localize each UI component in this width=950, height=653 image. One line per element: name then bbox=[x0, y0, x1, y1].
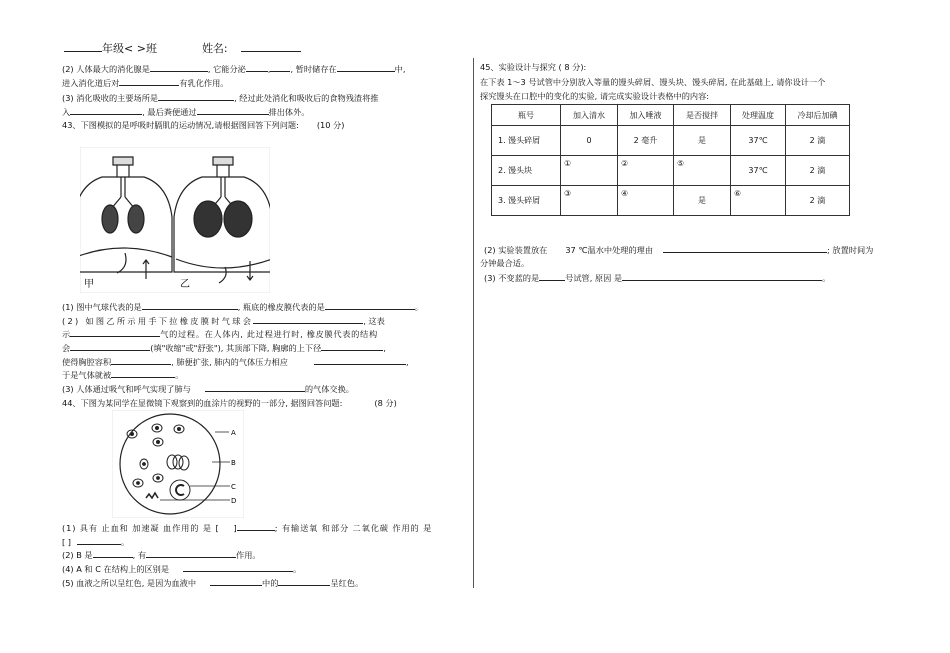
blank[interactable] bbox=[93, 549, 133, 558]
table-cell: 2 滴 bbox=[786, 126, 850, 156]
q44-1-line2: [ ] 。 bbox=[62, 537, 130, 547]
q43-2-line2: 示 气的过程。在人体内, 此过程进行时, 橡皮膜代表的结构 bbox=[62, 329, 378, 339]
q3-line2: 入 , 最后粪便通过 排出体外。 bbox=[62, 107, 310, 117]
q44-1-line1: (1) 具有 止血和 加速凝 血作用的 是 [ ] ; 有输送氧 和部分 二氧化碳 作用的 是 bbox=[62, 523, 433, 533]
table-cell: 是 bbox=[674, 186, 731, 216]
header-cell: 加入唾液 bbox=[618, 105, 674, 126]
table-cell: 是 bbox=[674, 126, 731, 156]
blank-number: ⑥ bbox=[734, 189, 742, 198]
header-line bbox=[64, 40, 301, 56]
grade-label: 年级 bbox=[102, 42, 124, 55]
table-cell-blank[interactable] bbox=[618, 186, 674, 216]
blank-number: ⑤ bbox=[677, 159, 685, 168]
q45-3: (3) 不变蓝的是 号试管, 原因 是 。 bbox=[484, 273, 831, 283]
blank-number: ④ bbox=[621, 189, 629, 198]
q44-5: (5) 血液之所以呈红色, 是因为血液中 中的 呈红色。 bbox=[62, 578, 364, 588]
blank[interactable] bbox=[237, 522, 275, 531]
blank[interactable] bbox=[246, 63, 268, 72]
q43-2-line1: (2) 如图乙所示用手下拉橡皮膜时气球会 , 这表 bbox=[62, 316, 385, 326]
table-row bbox=[492, 156, 850, 186]
label-c: C bbox=[231, 483, 236, 491]
label-b: B bbox=[231, 459, 236, 467]
blank[interactable] bbox=[146, 549, 236, 558]
diaphragm-model-figure bbox=[80, 147, 270, 293]
table-cell: 37℃ bbox=[731, 126, 786, 156]
fig-label-jia: 甲 bbox=[84, 279, 94, 290]
table-cell-blank[interactable] bbox=[731, 186, 786, 216]
q45-2-line2: 分钟最合适。 bbox=[480, 258, 530, 268]
blank[interactable] bbox=[210, 577, 262, 586]
q44-title: 44、下图为某同学在显微镜下观察到的血涂片的视野的一部分, 据图回答问题: (8 分) bbox=[62, 398, 397, 408]
blank[interactable] bbox=[663, 244, 827, 253]
q43-3: (3) 人体通过吸气和呼气实现了肺与 的气体交换。 bbox=[62, 384, 354, 394]
name-blank[interactable] bbox=[241, 43, 301, 52]
class-label: 班 bbox=[145, 42, 157, 55]
table-row bbox=[492, 126, 850, 156]
blank[interactable] bbox=[314, 356, 406, 365]
q2-line1: (2) 人体最大的消化腺是 , 它能分泌 , , 暂时储存在 中, bbox=[62, 64, 406, 74]
table-cell-blank[interactable] bbox=[561, 156, 618, 186]
table-cell: 2 毫升 bbox=[618, 126, 674, 156]
q43-1: (1) 图中气球代表的是 , 瓶底的橡皮膜代表的是 。 bbox=[62, 302, 423, 312]
header-cell: 处理温度 bbox=[731, 105, 786, 126]
table-cell: 1. 馒头碎屑 bbox=[492, 126, 561, 156]
blank[interactable] bbox=[205, 383, 305, 392]
blank[interactable] bbox=[70, 328, 160, 337]
blank[interactable] bbox=[111, 356, 171, 365]
fig-label-yi: 乙 bbox=[180, 279, 190, 290]
class-mark: < > bbox=[124, 42, 146, 55]
q44-2: (2) B 是 , 有 作用。 bbox=[62, 550, 261, 560]
blank[interactable] bbox=[270, 63, 290, 72]
blank[interactable] bbox=[158, 92, 234, 101]
blank[interactable] bbox=[321, 342, 383, 351]
table-cell: 2 滴 bbox=[786, 186, 850, 216]
label-d: D bbox=[231, 497, 237, 505]
q45-intro-1: 在下表 1～3 号试管中分别放入等量的馒头碎屑、馒头块、馒头碎屑, 在此基础上, 请你设计一个 bbox=[480, 77, 826, 87]
column-divider bbox=[473, 58, 474, 588]
header-cell: 是否搅拌 bbox=[674, 105, 731, 126]
header-cell: 冷却后加碘 bbox=[786, 105, 850, 126]
q43-2-line5: 于是气体就被 。 bbox=[62, 370, 184, 380]
header-cell: 瓶号 bbox=[492, 105, 561, 126]
grade-blank[interactable] bbox=[64, 43, 102, 52]
table-cell-blank[interactable] bbox=[674, 156, 731, 186]
table-cell: 2 滴 bbox=[786, 156, 850, 186]
table-header-row bbox=[492, 105, 850, 126]
table-cell-blank[interactable] bbox=[618, 156, 674, 186]
q2-line2: 进入消化道后对 有乳化作用。 bbox=[62, 78, 229, 88]
q3-line1: (3) 消化吸收的主要场所是 , 经过此处消化和吸收后的食物残渣将推 bbox=[62, 93, 379, 103]
header-cell: 加入清水 bbox=[561, 105, 618, 126]
blank[interactable] bbox=[111, 369, 175, 378]
table-cell: 2. 馒头块 bbox=[492, 156, 561, 186]
q43-title: 43、下图模拟的是呼吸时膈肌的运动情况,请根据图回答下列问题: (10 分) bbox=[62, 120, 345, 130]
blank[interactable] bbox=[622, 272, 822, 281]
q44-4: (4) A 和 C 在结构上的区别是 。 bbox=[62, 564, 302, 574]
blank[interactable] bbox=[70, 106, 142, 115]
experiment-table bbox=[491, 104, 850, 216]
blank[interactable] bbox=[183, 563, 293, 572]
blank[interactable] bbox=[70, 342, 150, 351]
table-cell-blank[interactable] bbox=[561, 186, 618, 216]
blank-number: ② bbox=[621, 159, 629, 168]
table-cell: 0 bbox=[561, 126, 618, 156]
blank-number: ① bbox=[564, 159, 572, 168]
q45-2-line1: (2) 实验装置放在 37 ℃温水中处理的理由 ; 放置时间为 bbox=[484, 245, 874, 255]
blank[interactable] bbox=[142, 301, 238, 310]
q45-title: 45、实验设计与探究 ( 8 分): bbox=[480, 62, 587, 72]
blank[interactable] bbox=[77, 536, 121, 545]
blank[interactable] bbox=[278, 577, 330, 586]
label-a: A bbox=[231, 429, 236, 437]
blank[interactable] bbox=[119, 77, 179, 86]
blood-smear-figure bbox=[112, 410, 244, 518]
blank[interactable] bbox=[539, 272, 565, 281]
table-row bbox=[492, 186, 850, 216]
blank[interactable] bbox=[253, 315, 363, 324]
q45-intro-2: 探究馒头在口腔中的变化的实验, 请完成实验设计表格中的内容: bbox=[480, 91, 710, 101]
blank[interactable] bbox=[325, 301, 415, 310]
blank[interactable] bbox=[197, 106, 269, 115]
q43-2-line4: 使得胸腔容积 , 肺便扩张, 肺内的气体压力相应 , bbox=[62, 357, 409, 367]
blank[interactable] bbox=[150, 63, 208, 72]
blank-number: ③ bbox=[564, 189, 572, 198]
table-cell: 3. 馒头碎屑 bbox=[492, 186, 561, 216]
name-label: 姓名: bbox=[201, 42, 228, 55]
blank[interactable] bbox=[337, 63, 395, 72]
table-cell: 37℃ bbox=[731, 156, 786, 186]
q43-2-line3: 会 (填"收缩"或"舒张"), 其顶部下降, 胸廓的上下径 , bbox=[62, 343, 386, 353]
